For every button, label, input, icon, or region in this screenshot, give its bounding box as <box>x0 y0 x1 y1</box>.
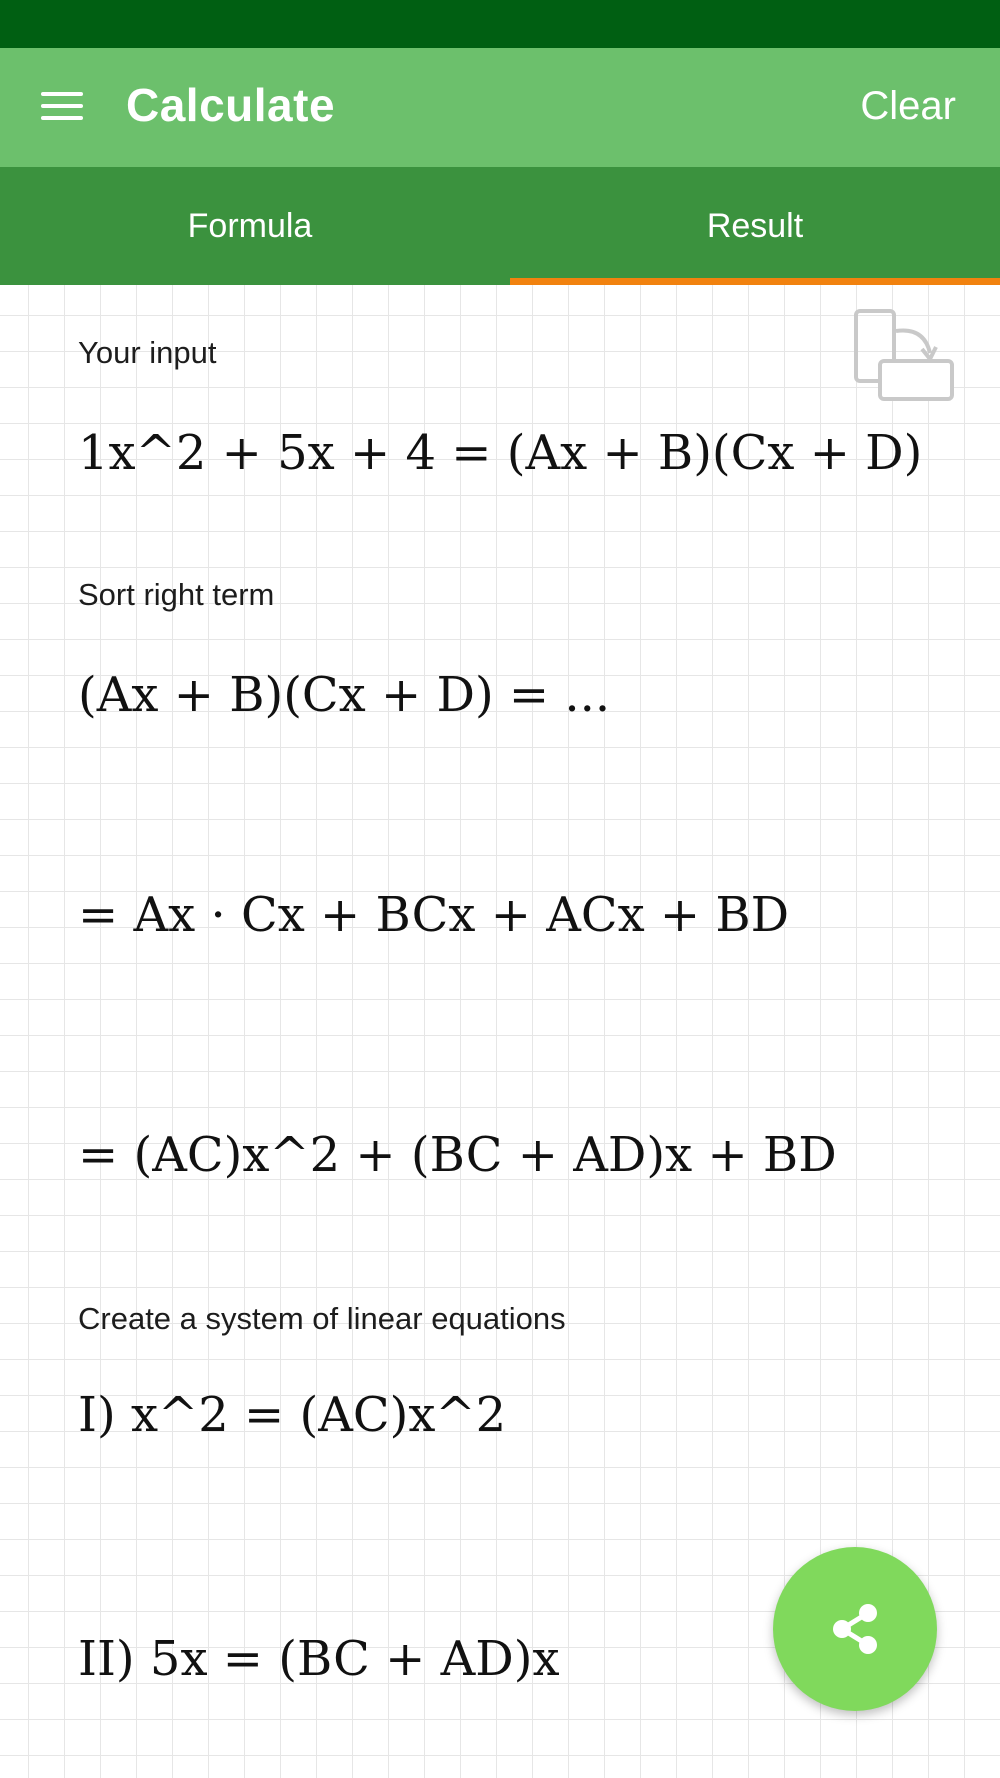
equation-1: I) x^2 = (AC)x^2 <box>78 1387 507 1443</box>
result-content[interactable] <box>0 285 1000 1778</box>
sort-step-2: = Ax · Cx + BCx + ACx + BD <box>78 887 790 943</box>
your-input-label: Your input <box>78 335 217 370</box>
share-button[interactable] <box>773 1547 937 1711</box>
tab-bar <box>0 167 1000 285</box>
share-icon <box>830 1603 880 1655</box>
active-tab-indicator <box>510 278 1000 285</box>
equation-2: II) 5x = (BC + AD)x <box>78 1631 560 1687</box>
sort-step-3: = (AC)x^2 + (BC + AD)x + BD <box>78 1127 837 1183</box>
hamburger-menu-icon[interactable] <box>38 86 86 126</box>
screen-rotation-icon[interactable] <box>852 309 956 409</box>
clear-button[interactable]: Clear <box>860 84 956 128</box>
app-title: Calculate <box>126 79 336 131</box>
input-equation: 1x^2 + 5x + 4 = (Ax + B)(Cx + D) <box>78 425 923 481</box>
app-bar <box>0 48 1000 167</box>
tab-result[interactable]: Result <box>706 206 804 245</box>
menu-line <box>41 116 83 120</box>
menu-line <box>41 92 83 96</box>
menu-line <box>41 104 83 108</box>
sort-right-term-label: Sort right term <box>78 577 275 612</box>
linear-system-label: Create a system of linear equations <box>78 1301 566 1336</box>
sort-step-1: (Ax + B)(Cx + D) = ... <box>78 667 611 723</box>
status-bar <box>0 0 1000 48</box>
tab-formula[interactable]: Formula <box>187 206 313 245</box>
